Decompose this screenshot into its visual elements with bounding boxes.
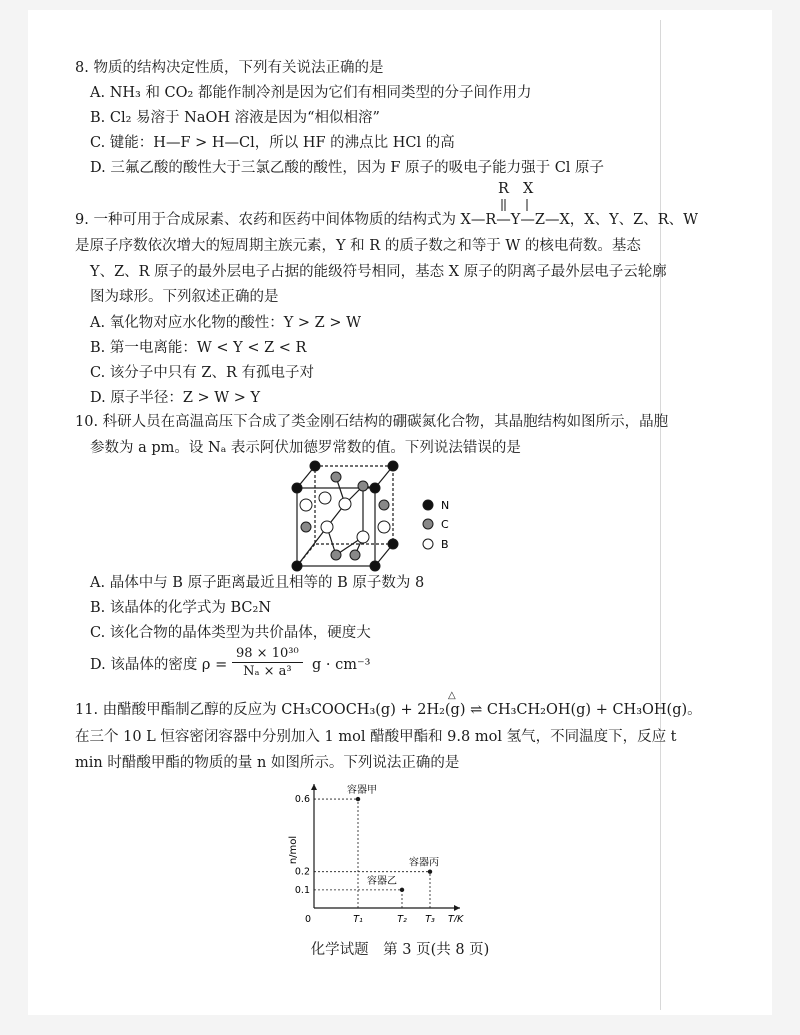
q9-option-a: A. 氧化物对应水化物的酸性：Y > Z > W bbox=[90, 315, 361, 331]
data-point-label: 容器甲 bbox=[347, 785, 377, 797]
density-fraction bbox=[232, 645, 303, 680]
legend-c-label: C bbox=[441, 518, 449, 531]
data-point bbox=[428, 869, 432, 873]
x-tick-label: T₁ bbox=[353, 914, 363, 922]
data-point-label: 容器丙 bbox=[409, 857, 439, 869]
density-denominator: Nₐ × a³ bbox=[243, 664, 292, 679]
q9-struct-x-top: X bbox=[523, 181, 534, 197]
legend-n-marker bbox=[423, 500, 433, 510]
q8-option-d: D. 三氟乙酸的酸性大于三氯乙酸的酸性，因为 F 原子的吸电子能力强于 Cl 原子 bbox=[90, 160, 605, 176]
reaction-heat-symbol: △ bbox=[448, 690, 456, 701]
x-tick-label: T₂ bbox=[397, 914, 407, 922]
q8-stem: 8. 物质的结构决定性质，下列有关说法正确的是 bbox=[75, 60, 384, 76]
q8-option-b: B. Cl₂ 易溶于 NaOH 溶液是因为“相似相溶” bbox=[90, 110, 380, 126]
q9-line1: 9. 一种可用于合成尿素、农药和医药中间体物质的结构式为 X—R—Y—Z—X，X、Y、Z、R、W bbox=[75, 212, 699, 228]
q9-option-b: B. 第一电离能：W < Y < Z < R bbox=[90, 340, 307, 356]
q11-line2: 在三个 10 L 恒容密闭容器中分别加入 1 mol 醋酸甲酯和 9.8 mol 氢气，不同温度下，反应 t bbox=[75, 729, 677, 745]
y-tick-label: 0.2 bbox=[294, 866, 310, 878]
q9-option-c: C. 该分子中只有 Z、R 有孤电子对 bbox=[90, 365, 315, 381]
page-edge bbox=[660, 20, 661, 1010]
q9-option-d: D. 原子半径：Z > W > Y bbox=[90, 390, 261, 406]
density-numerator: 98 × 10³⁰ bbox=[232, 645, 303, 663]
q10-option-b: B. 该晶体的化学式为 BC₂N bbox=[90, 600, 272, 616]
data-point bbox=[400, 888, 404, 892]
q11-line1: 11. 由醋酸甲酯制乙醇的反应为 CH₃COOCH₃(g) + 2H₂(g) ⇌ CH₃CH₂OH(g) + CH₃OH(g)。 bbox=[75, 702, 702, 718]
x-axis-label: T/K bbox=[448, 914, 464, 922]
q11-line3: min 时醋酸甲酯的物质的量 n 如图所示。下列说法正确的是 bbox=[75, 755, 460, 771]
q10-line1: 10. 科研人员在高温高压下合成了类金刚石结构的硼碳氮化合物，其晶胞结构如图所示，晶胞 bbox=[75, 414, 669, 430]
y-axis-label: n/mol bbox=[288, 835, 299, 865]
q8-option-c: C. 键能：H—F > H—Cl，所以 HF 的沸点比 HCl 的高 bbox=[90, 135, 455, 151]
q10-line2: 参数为 a pm。设 Nₐ 表示阿伏加德罗常数的值。下列说法错误的是 bbox=[90, 440, 521, 456]
y-tick-label: 0.1 bbox=[294, 884, 310, 896]
y-axis-arrow bbox=[311, 784, 317, 790]
q9-line4: 图为球形。下列叙述正确的是 bbox=[90, 289, 279, 305]
q9-line2: 是原子序数依次增大的短周期主族元素，Y 和 R 的质子数之和等于 W 的核电荷数。基态 bbox=[75, 238, 641, 254]
q11-chart bbox=[270, 772, 470, 922]
x-tick-label: T₃ bbox=[425, 914, 435, 922]
q9-line3: Y、Z、R 原子的最外层电子占据的能级符号相同，基态 X 原子的阴离子最外层电子云轮廓 bbox=[90, 264, 667, 280]
y-tick-label: 0.6 bbox=[294, 794, 310, 806]
q10-option-a: A. 晶体中与 B 原子距离最近且相等的 B 原子数为 8 bbox=[90, 575, 425, 591]
legend-b-marker bbox=[423, 539, 433, 549]
q10-option-c: C. 该化合物的晶体类型为共价晶体，硬度大 bbox=[90, 625, 371, 641]
legend-b-label: B bbox=[441, 538, 449, 551]
page-footer: 化学试题 第 3 页(共 8 页) bbox=[310, 942, 490, 958]
legend-c-marker bbox=[423, 519, 433, 529]
data-point-label: 容器乙 bbox=[367, 875, 397, 887]
q9-struct-r-top: R bbox=[498, 181, 509, 197]
legend-n-label: N bbox=[441, 499, 450, 512]
q8-option-a: A. NH₃ 和 CO₂ 都能作制冷剂是因为它们有相同类型的分子间作用力 bbox=[90, 85, 532, 101]
crystal-cell-diagram bbox=[285, 458, 485, 573]
origin-label: 0 bbox=[304, 914, 312, 922]
density-unit: g · cm⁻³ bbox=[312, 657, 371, 673]
x-axis-arrow bbox=[454, 905, 460, 911]
data-point bbox=[356, 797, 360, 801]
q10-option-d-prefix: D. 该晶体的密度 ρ = bbox=[90, 657, 228, 673]
